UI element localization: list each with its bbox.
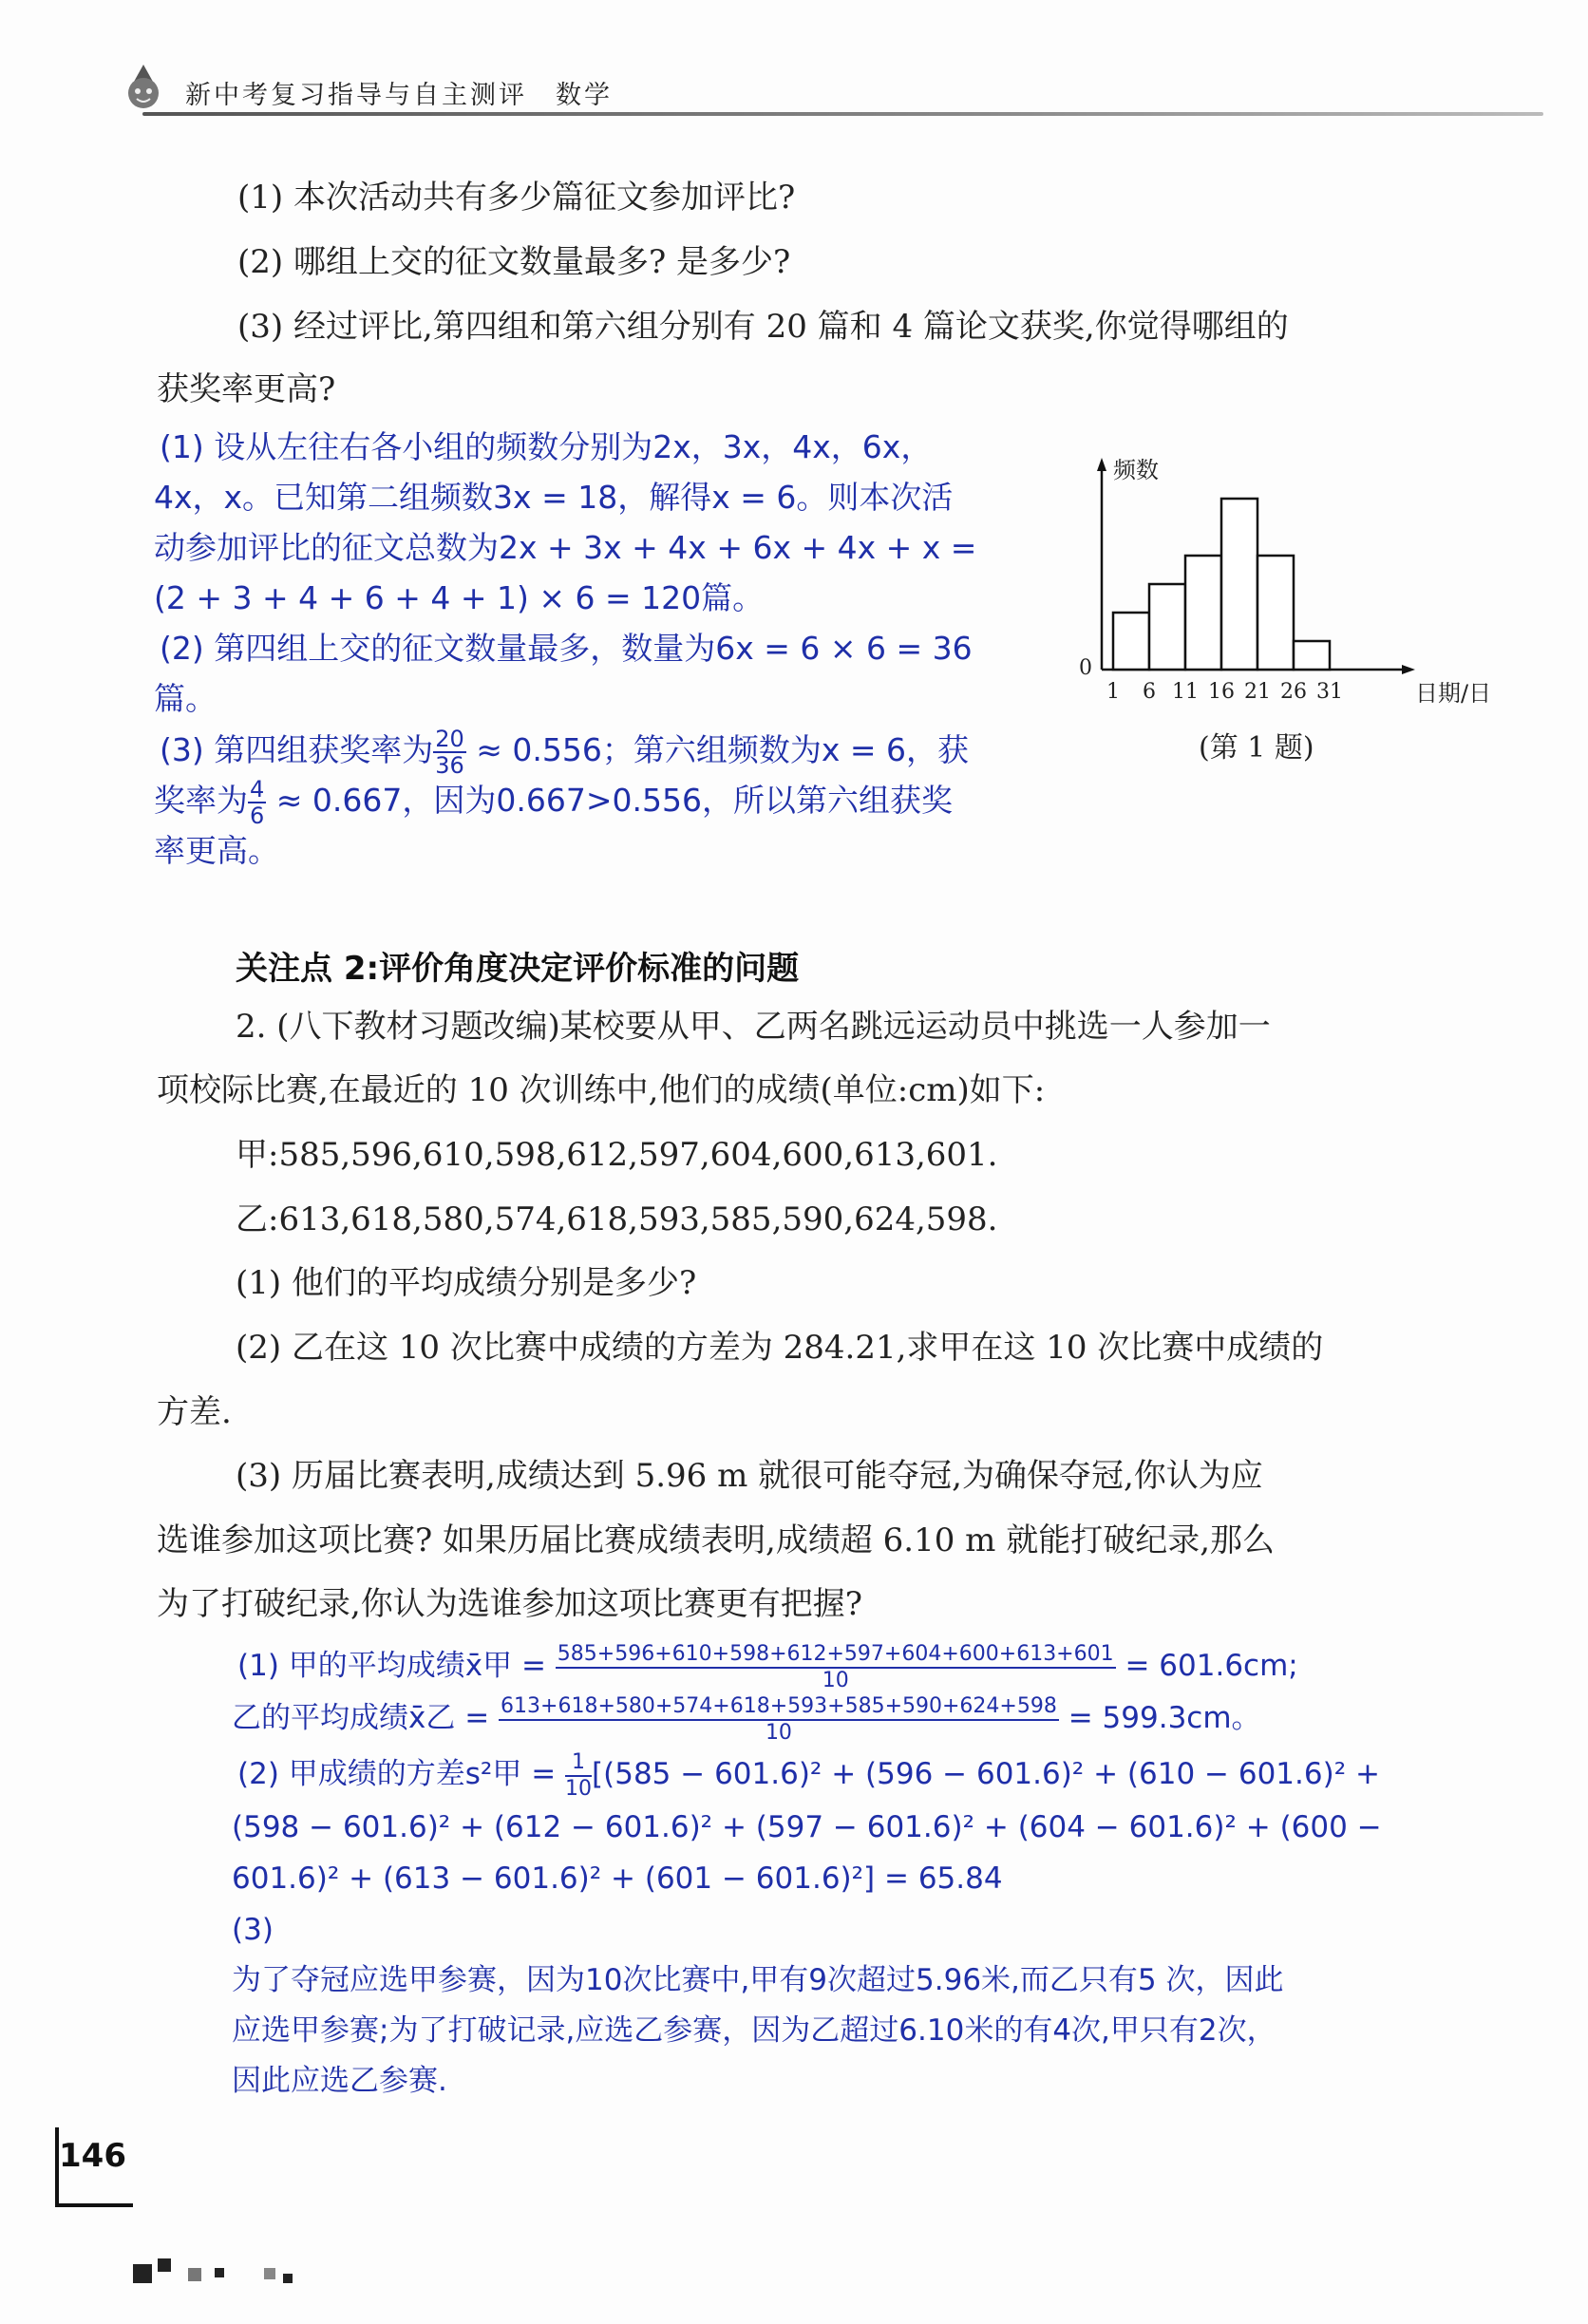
p1-answer-1-line4: (2 + 3 + 4 + 6 + 4 + 1) × 6 = 120篇。: [154, 579, 765, 616]
figure-caption: (第 1 题): [1199, 731, 1314, 765]
p1-answer-1-line2: 4x，x。已知第二组频数3x = 18，解得x = 6。则本次活: [154, 479, 954, 516]
p1-answer-1-line3: 动参加评比的征文总数为2x + 3x + 4x + 6x + 4x + x =: [154, 529, 977, 566]
fraction-jia-mean: $\frac{585+596+610+598+612+597+604+600+613+601}{10}$: [557, 1641, 1114, 1692]
y-axis-label: 频数: [1113, 457, 1159, 483]
histogram-bar-3: [1185, 556, 1221, 670]
p2-question-2-line2: 方差.: [157, 1393, 232, 1431]
p2-question-3-line2: 选谁参加这项比赛? 如果历届比赛成绩表明,成绩超 6.10 m 就能打破纪录,那么: [157, 1521, 1276, 1559]
x-tick-label: 1: [1106, 680, 1120, 704]
p1-question-2: (2) 哪组上交的征文数量最多? 是多少?: [237, 243, 791, 281]
p2-answer-2-line1: (2) 甲成绩的方差s²甲 = $\frac{1}{10}$ [(585 − 601.6)² + (596 − 601.6)² + (610 − 601.6)² +: [237, 1749, 1380, 1801]
p2-answer-3-line2: 应选甲参赛;为了打破记录,应选乙参赛，因为乙超过6.10米的有4次,甲只有2次，: [232, 2013, 1276, 2048]
y-axis-arrow: [1097, 458, 1106, 471]
p2-answer-2-line2: (598 − 601.6)² + (612 − 601.6)² + (597 − 601.6)² + (604 − 601.6)² + (600 −: [232, 1810, 1382, 1844]
p2-question-3-line1: (3) 历届比赛表明,成绩达到 5.96 m 就很可能夺冠,为确保夺冠,你认为应: [236, 1457, 1263, 1495]
p2-yi-scores: 乙:613,618,580,574,618,593,585,590,624,598.: [236, 1200, 998, 1238]
p2-answer-1-yi: 乙的平均成绩x̄乙 = $\frac{613+618+580+574+618+593+585+590+624+598}{10}$ = 599.3cm。: [232, 1693, 1261, 1745]
p1-question-3-line1: (3) 经过评比,第四组和第六组分别有 20 篇和 4 篇论文获奖,你觉得哪组的: [237, 308, 1289, 346]
p2-answer-2-line3: 601.6)² + (613 − 601.6)² + (601 − 601.6)²] = 65.84: [232, 1861, 1003, 1896]
fraction-20-36: $\frac{20}{36}$: [435, 725, 464, 779]
p1-answer-2-line2: 篇。: [154, 680, 217, 717]
x-axis-label: 日期/日: [1415, 680, 1492, 707]
p1-answer-3-line2: 奖率为 $\frac{4}{6}$ ≈ 0.667，因为0.667>0.556，所以第六组获奖: [154, 775, 953, 829]
x-tick-label: 6: [1143, 680, 1156, 704]
x-tick-label: 31: [1316, 680, 1343, 704]
p2-intro-line1: 2. (八下教材习题改编)某校要从甲、乙两名跳远运动员中挑选一人参加一: [236, 1008, 1271, 1046]
mascot-icon: [119, 63, 168, 112]
histogram-bar-6: [1294, 641, 1330, 670]
p1-answer-3-line3: 率更高。: [154, 832, 279, 869]
x-tick-label: 16: [1208, 680, 1235, 704]
p2-jia-scores: 甲:585,596,610,598,612,597,604,600,613,601.: [236, 1136, 998, 1174]
p2-intro-line2: 项校际比赛,在最近的 10 次训练中,他们的成绩(单位:cm)如下:: [157, 1071, 1046, 1109]
x-axis-arrow: [1402, 665, 1415, 674]
frequency-histogram: [1073, 446, 1492, 722]
x-tick-label: 21: [1244, 680, 1271, 704]
histogram-bar-2: [1149, 584, 1185, 670]
page-number: 146: [59, 2137, 126, 2175]
origin-label: 0: [1079, 656, 1092, 680]
fraction-4-6: $\frac{4}{6}$: [250, 775, 265, 829]
histogram-bar-5: [1257, 556, 1294, 670]
p2-answer-1-jia: (1) 甲的平均成绩x̄甲 = $\frac{585+596+610+598+612+597+604+600+613+601}{10}$ = 601.6cm;: [237, 1641, 1298, 1692]
p2-answer-3-label: (3): [232, 1913, 274, 1947]
p2-question-3-line3: 为了打破纪录,你认为选谁参加这项比赛更有把握?: [157, 1585, 863, 1623]
p1-question-1: (1) 本次活动共有多少篇征文参加评比?: [237, 179, 796, 217]
section-heading: 关注点 2:评价角度决定评价标准的问题: [236, 950, 800, 988]
x-tick-label: 26: [1280, 680, 1307, 704]
header-title: 新中考复习指导与自主测评 数学: [185, 81, 613, 110]
header-divider: [142, 112, 1543, 116]
footer-decoration: [133, 2258, 323, 2287]
p1-question-3-line2: 获奖率更高?: [157, 370, 336, 408]
p2-question-2-line1: (2) 乙在这 10 次比赛中成绩的方差为 284.21,求甲在这 10 次比赛中成绩的: [236, 1329, 1324, 1367]
histogram-bar-1: [1113, 613, 1149, 670]
p1-answer-3-line1: (3) 第四组获奖率为 $\frac{20}{36}$ ≈ 0.556；第六组频数为x = 6，获: [160, 725, 970, 779]
x-tick-label: 11: [1172, 680, 1199, 704]
fraction-1-10: $\frac{1}{10}$: [565, 1749, 593, 1801]
p2-answer-3-line3: 因此应选乙参赛.: [232, 2064, 447, 2098]
p2-answer-3-line1: 为了夺冠应选甲参赛，因为10次比赛中,甲有9次超过5.96米,而乙只有5 次，因此: [232, 1963, 1284, 1997]
p2-question-1: (1) 他们的平均成绩分别是多少?: [236, 1264, 697, 1302]
p1-answer-2-line1: (2) 第四组上交的征文数量最多，数量为6x = 6 × 6 = 36: [160, 630, 973, 667]
fraction-yi-mean: $\frac{613+618+580+574+618+593+585+590+624+598}{10}$: [501, 1693, 1057, 1745]
histogram-bar-4: [1221, 499, 1257, 670]
p1-answer-1-line1: (1) 设从左往右各小组的频数分别为2x，3x，4x，6x，: [160, 428, 933, 465]
